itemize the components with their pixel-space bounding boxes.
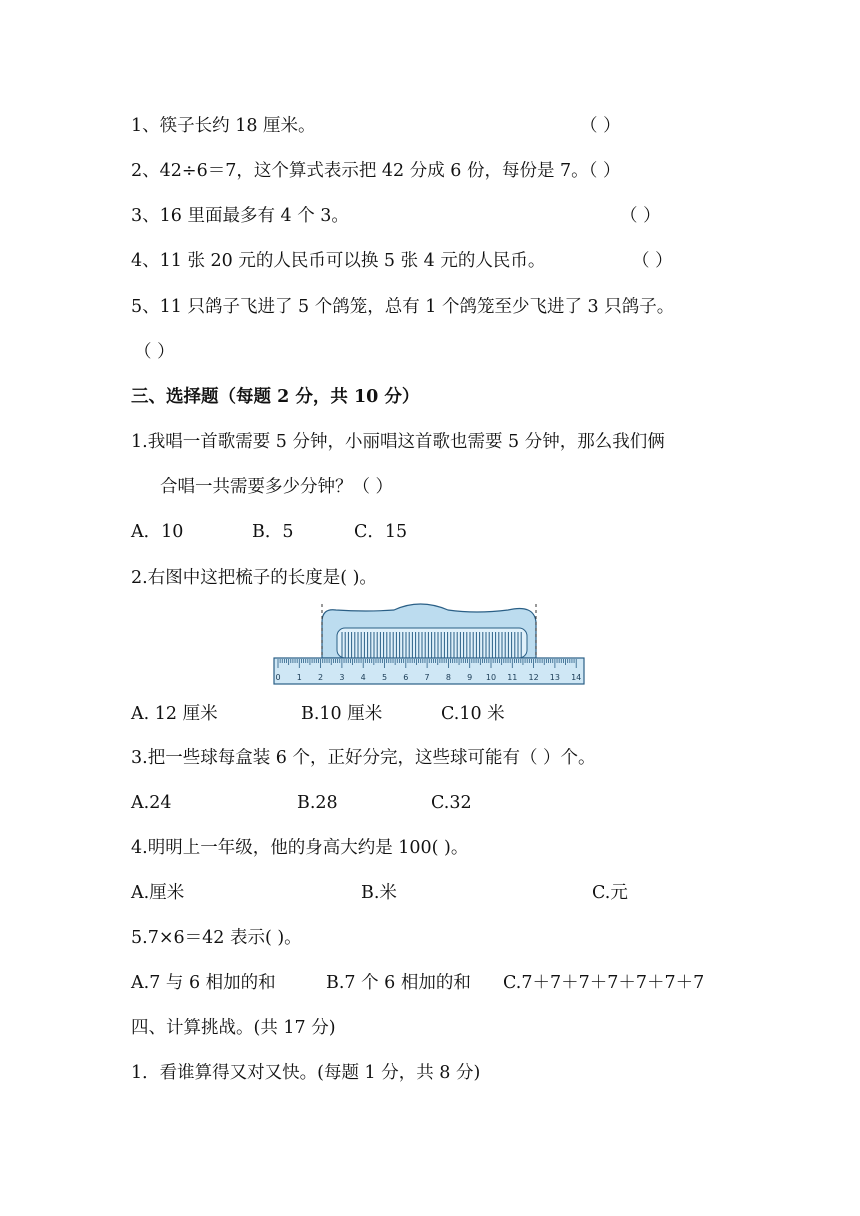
ruler-label: 13 [549, 673, 560, 682]
choice-q2-option-a[interactable]: A. 12 厘米 [131, 704, 218, 724]
ruler-label: 9 [467, 673, 473, 682]
ruler-label: 0 [275, 673, 281, 682]
choice-q4-option-a[interactable]: A.厘米 [131, 883, 185, 903]
choice-q1-option-b[interactable]: B．5 [252, 522, 294, 542]
ruler-numbers [275, 673, 581, 682]
ruler-label: 2 [318, 673, 324, 682]
judge-q3-answer-blank[interactable]: （ ） [620, 206, 661, 226]
choice-q3-option-a[interactable]: A.24 [131, 793, 172, 813]
choice-q5-option-a[interactable]: A.7 与 6 相加的和 [131, 973, 276, 993]
ruler-label: 7 [424, 673, 430, 682]
ruler-label: 1 [296, 673, 302, 682]
choice-q2: 2.右图中这把梳子的长度是( )。 [131, 568, 377, 588]
ruler-label: 10 [485, 673, 497, 682]
judge-q1: 1、筷子长约 18 厘米。 [131, 116, 316, 136]
choice-q3-option-b[interactable]: B.28 [297, 793, 338, 813]
choice-q4-option-b[interactable]: B.米 [361, 883, 397, 903]
ruler-label: 14 [571, 673, 582, 682]
choice-q4-option-c[interactable]: C.元 [592, 883, 628, 903]
section4-title: 四、计算挑战。(共 17 分) [131, 1018, 336, 1038]
choice-q1-line2: 合唱一共需要多少分钟？（ ） [160, 477, 394, 497]
ruler-label: 5 [381, 673, 388, 682]
choice-q5-option-c[interactable]: C.7＋7＋7＋7＋7＋7＋7 [503, 973, 705, 993]
judge-q1-answer-blank[interactable]: （ ） [580, 116, 621, 136]
section4-sub1: 1．看谁算得又对又快。(每题 1 分，共 8 分) [131, 1063, 481, 1083]
judge-q4: 4、11 张 20 元的人民币可以换 5 张 4 元的人民币。 [131, 251, 546, 271]
choice-q2-option-b[interactable]: B.10 厘米 [301, 704, 383, 724]
ruler-label: 8 [445, 673, 451, 682]
choice-q3: 3.把一些球每盒装 6 个，正好分完，这些球可能有（ ）个。 [131, 748, 596, 768]
section3-title: 三、选择题（每题 2 分，共 10 分） [131, 387, 420, 407]
judge-q5: 5、11 只鸽子飞进了 5 个鸽笼，总有 1 个鸽笼至少飞进了 3 只鸽子。 [131, 297, 675, 317]
ruler-label: 6 [403, 673, 409, 682]
choice-q4: 4.明明上一年级，他的身高大约是 100( )。 [131, 838, 469, 858]
choice-q1-line1: 1.我唱一首歌需要 5 分钟，小丽唱这首歌也需要 5 分钟，那么我们俩 [131, 432, 665, 452]
ruler-label: 11 [507, 673, 518, 682]
choice-q5: 5.7×6＝42 表示( )。 [131, 928, 302, 948]
judge-q4-answer-blank[interactable]: （ ） [632, 251, 673, 271]
judge-q3: 3、16 里面最多有 4 个 3。 [131, 206, 349, 226]
comb-on-ruler-figure [270, 602, 588, 688]
ruler-label: 3 [339, 673, 345, 682]
choice-q5-option-b[interactable]: B.7 个 6 相加的和 [326, 973, 471, 993]
judge-q2: 2、42÷6＝7，这个算式表示把 42 分成 6 份，每份是 7。（ ） [131, 161, 621, 181]
choice-q1-option-c[interactable]: C．15 [354, 522, 408, 542]
ruler-label: 12 [528, 673, 539, 682]
choice-q2-option-c[interactable]: C.10 米 [441, 704, 505, 724]
judge-q5-answer-blank[interactable]: （ ） [134, 342, 175, 362]
choice-q3-option-c[interactable]: C.32 [431, 793, 472, 813]
choice-q1-option-a[interactable]: A．10 [131, 522, 184, 542]
ruler-label: 4 [360, 673, 366, 682]
